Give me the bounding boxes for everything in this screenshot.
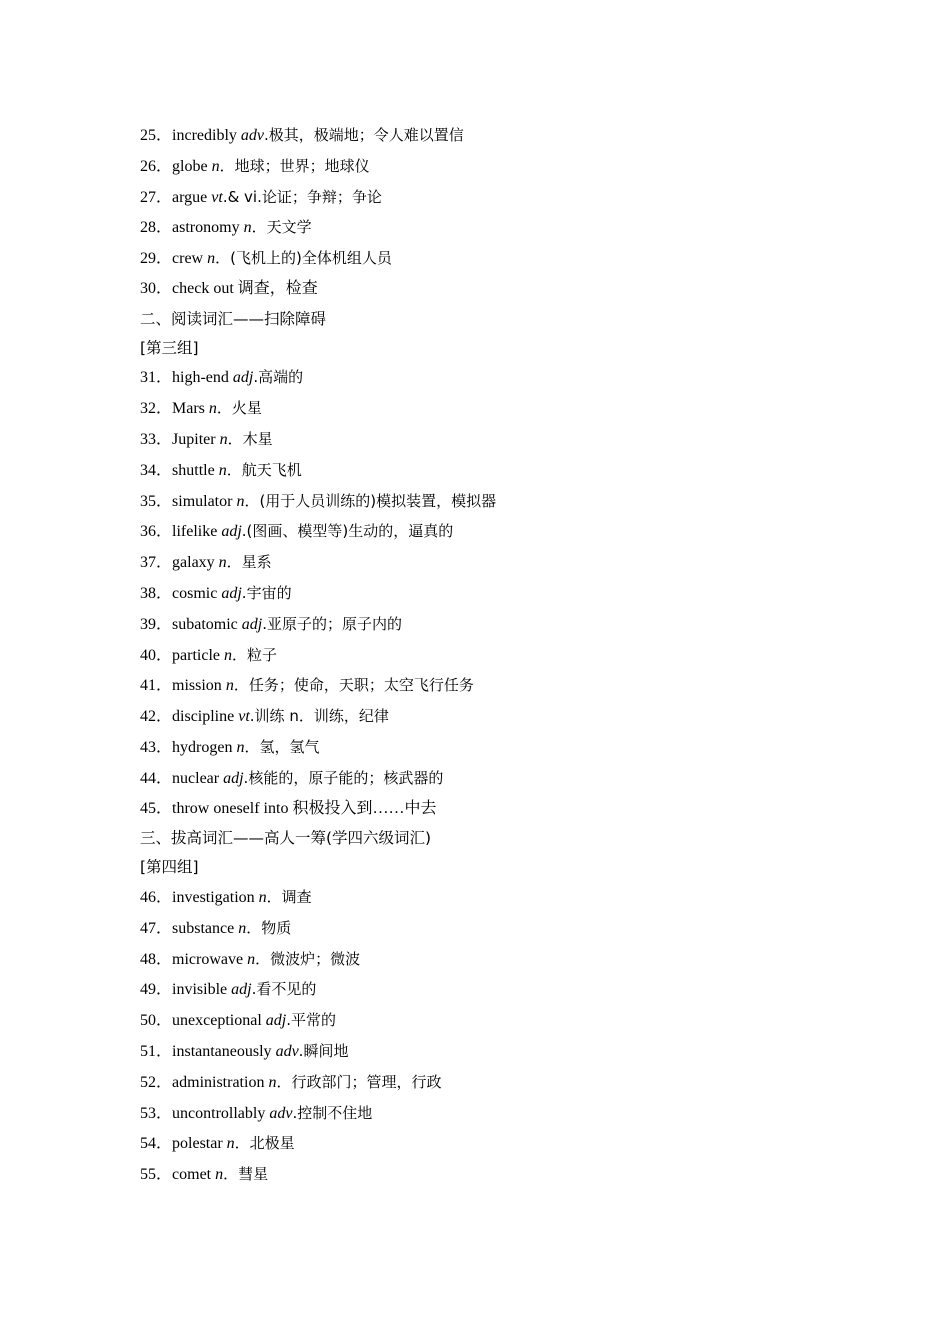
vocab-entry-31 [140,362,840,393]
entry-meaning: .极其，极端地；令人难以置信 [264,126,464,144]
entry-word: astronomy [172,219,244,237]
entry-number: 32． [140,400,173,418]
entry-word: high-end [172,369,233,387]
entry-number: 37． [140,554,173,572]
entry-word: nuclear [172,769,224,787]
entry-part-of-speech: n [218,554,227,572]
vocab-list-basic [140,120,840,305]
entry-meaning: .高端的 [253,368,304,387]
entry-word: particle [172,646,224,664]
entry-meaning: .(图画、模型等)生动的，逼真的 [241,522,454,541]
vocab-entry-47 [140,913,840,944]
entry-meaning: ．天文学 [251,218,312,237]
entry-number: 47． [140,919,173,937]
entry-number: 45． [140,799,173,817]
entry-part-of-speech: n [258,888,267,906]
entry-part-of-speech: n [208,400,217,418]
entry-number: 43． [140,738,173,756]
entry-meaning: ．星系 [226,553,272,572]
entry-part-of-speech: n [218,461,227,479]
entry-meaning: ．微波炉；微波 [255,949,361,968]
vocab-entry-25 [140,120,840,151]
vocab-entry-26 [140,151,840,182]
entry-part-of-speech: n [247,950,256,968]
entry-word: unexceptional [172,1012,266,1030]
entry-meaning: ．彗星 [223,1165,269,1184]
entry-part-of-speech: adv [240,127,264,144]
entry-number: 25． [140,127,173,144]
entry-word: invisible [172,981,232,999]
entry-number: 30． [140,279,173,297]
vocab-entry-28 [140,212,840,243]
entry-number: 50． [140,1012,173,1030]
vocab-entry-42 [140,701,840,732]
entry-number: 48． [140,950,173,968]
entry-number: 41． [140,677,173,695]
entry-word: Mars [172,400,209,418]
entry-word: shuttle [172,461,219,479]
entry-number: 40． [140,646,173,664]
entry-word: Jupiter [172,430,220,448]
vocab-entry-27 [140,182,840,213]
entry-meaning: .平常的 [286,1011,336,1030]
vocab-entry-55 [140,1159,840,1190]
vocab-entry-46 [140,882,840,913]
entry-part-of-speech: adj [221,584,242,602]
entry-number: 44． [140,769,173,787]
vocab-entry-30 [140,274,840,305]
entry-number: 35． [140,492,173,510]
entry-part-of-speech: n [226,1135,235,1153]
entry-number: 42． [140,708,173,726]
entry-number: 53． [140,1104,173,1122]
entry-meaning: ．木星 [227,429,273,448]
entry-number: 27． [140,188,173,206]
entry-meaning: ．粒子 [231,645,277,664]
entry-part-of-speech: adj [241,615,263,633]
entry-part-of-speech: adj [265,1012,287,1030]
entry-part-of-speech: adj [221,523,242,541]
entry-meaning: ．(飞机上的)全体机组人员 [215,249,392,268]
entry-number: 33． [140,430,173,448]
group-label-3: [第三组] [140,338,199,357]
entry-meaning: .控制不住地 [292,1103,373,1122]
entry-word: hydrogen [172,738,237,756]
entry-meaning: ．行政部门；管理，行政 [276,1072,442,1091]
entry-number: 39． [140,615,173,633]
vocab-entry-53 [140,1098,840,1129]
entry-part-of-speech: adv [269,1104,293,1122]
section-heading-reading-vocab: 二、阅读词汇——扫除障碍 [140,309,327,328]
vocab-entry-48 [140,944,840,975]
entry-word: discipline [172,708,239,726]
entry-number: 54． [140,1135,173,1153]
entry-word: globe [172,157,212,175]
entry-meaning: ．(用于人员训练的)模拟装置，模拟器 [244,491,497,510]
entry-word: microwave [172,950,248,968]
group-label-4: [第四组] [140,858,199,877]
entry-word: mission [172,677,226,695]
entry-part-of-speech: n [238,919,247,937]
entry-meaning: ．地球；世界；地球仪 [219,156,370,175]
entry-word: incredibly [172,127,241,144]
vocab-entry-45 [140,794,840,825]
entry-part-of-speech: n [219,430,228,448]
entry-meaning: .瞬间地 [298,1041,349,1060]
vocab-entry-54 [140,1128,840,1159]
entry-meaning: .训练 n．训练，纪律 [249,707,389,726]
entry-meaning: ．任务；使命，天职；太空飞行任务 [233,676,474,695]
vocab-entry-32 [140,393,840,424]
entry-word: administration [172,1073,269,1091]
entry-meaning: ．氢，氢气 [244,737,320,756]
entry-meaning: .看不见的 [251,980,317,999]
entry-meaning: .宇宙的 [241,583,292,602]
entry-part-of-speech: n [223,646,232,664]
entry-meaning: .& vi.论证；争辩；争论 [222,187,382,206]
vocab-list-reading [140,362,840,824]
entry-part-of-speech: adj [232,369,254,387]
entry-part-of-speech: adj [223,769,244,787]
vocab-entry-29 [140,243,840,274]
entry-number: 52． [140,1073,173,1091]
entry-word: instantaneously [172,1042,276,1060]
entry-number: 26． [140,157,173,175]
entry-number: 34． [140,461,173,479]
entry-meaning: .核能的，原子能的；核武器的 [243,768,444,787]
entry-part-of-speech: n [211,157,220,175]
entry-number: 46． [140,888,173,906]
vocab-list-advanced [140,882,840,1190]
entry-meaning: ．航天飞机 [226,460,302,479]
entry-number: 29． [140,250,173,268]
entry-meaning: ．调查 [266,887,312,906]
vocab-entry-39 [140,609,840,640]
entry-part-of-speech: adv [275,1042,299,1060]
entry-part-of-speech: n [268,1073,277,1091]
vocab-entry-34 [140,455,840,486]
entry-part-of-speech: n [243,219,252,237]
entry-word: cosmic [172,584,222,602]
entry-number: 55． [140,1166,173,1184]
entry-part-of-speech: n [236,492,245,510]
entry-number: 38． [140,584,173,602]
entry-number: 28． [140,219,173,237]
entry-word: subatomic [172,615,242,633]
entry-meaning: ．火星 [216,399,262,418]
entry-word: comet [172,1166,216,1184]
entry-part-of-speech: n [225,677,234,695]
entry-word: argue [172,188,212,206]
section-heading-advanced-vocab: 三、拔高词汇——高人一筹(学四六级词汇) [140,829,432,848]
entry-meaning: ．北极星 [234,1134,295,1153]
entry-number: 49． [140,981,173,999]
vocab-entry-44 [140,763,840,794]
vocab-entry-37 [140,547,840,578]
entry-part-of-speech: n [207,250,216,268]
entry-number: 36． [140,523,173,541]
vocab-entry-51 [140,1036,840,1067]
vocab-entry-41 [140,670,840,701]
entry-meaning: ．物质 [246,918,292,937]
entry-word: crew [172,250,208,268]
entry-word: polestar [172,1135,227,1153]
entry-part-of-speech: n [236,738,245,756]
entry-word: lifelike [172,523,222,541]
vocab-entry-35 [140,486,840,517]
entry-word: galaxy [172,554,219,572]
entry-part-of-speech: vt [238,708,250,726]
entry-word: simulator [172,492,237,510]
vocab-entry-40 [140,640,840,671]
vocab-entry-38 [140,578,840,609]
vocab-entry-50 [140,1005,840,1036]
vocabulary-page [140,120,840,1190]
entry-word: uncontrollably [172,1104,270,1122]
entry-part-of-speech: vt [211,188,223,206]
entry-part-of-speech: n [215,1166,224,1184]
entry-number: 51． [140,1042,173,1060]
entry-word: check out 调查，检查 [172,279,318,297]
vocab-entry-43 [140,732,840,763]
entry-word: throw oneself into 积极投入到……中去 [172,799,437,817]
vocab-entry-33 [140,424,840,455]
entry-word: investigation [172,888,259,906]
entry-part-of-speech: adj [231,981,252,999]
vocab-entry-36 [140,516,840,547]
entry-meaning: .亚原子的；原子内的 [262,614,403,633]
vocab-entry-52 [140,1067,840,1098]
vocab-entry-49 [140,974,840,1005]
entry-number: 31． [140,369,173,387]
entry-word: substance [172,919,239,937]
